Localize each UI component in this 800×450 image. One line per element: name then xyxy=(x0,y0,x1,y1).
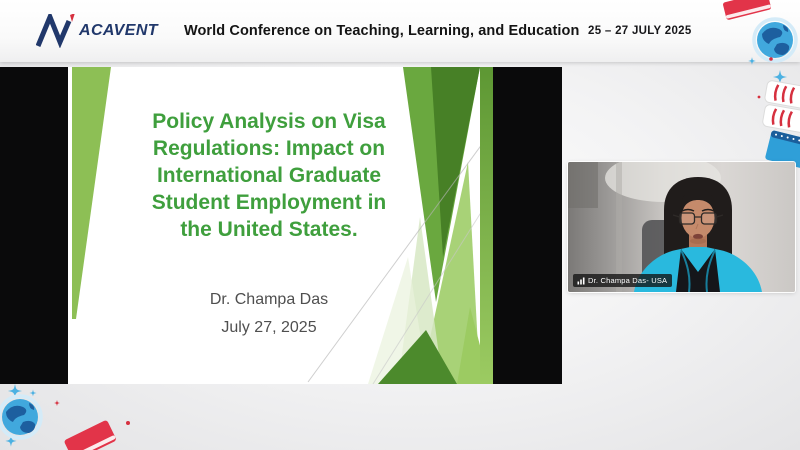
striped-books-icon xyxy=(760,80,800,134)
slide-date: July 27, 2025 xyxy=(221,319,317,336)
slide-left-wedge xyxy=(72,67,111,319)
speaker-video-frame xyxy=(568,162,795,292)
webcam-video-tile[interactable] xyxy=(568,162,795,292)
conference-title: World Conference on Teaching, Learning, and Education xyxy=(183,23,580,39)
slide-title xyxy=(113,108,425,243)
screen-share-region xyxy=(0,67,562,384)
slide-subtitle xyxy=(113,286,425,342)
participant-name-label: Dr. Champa Das- USA xyxy=(588,276,668,285)
audio-level-icon xyxy=(577,277,585,285)
red-book-icon xyxy=(723,0,772,20)
conference-banner xyxy=(0,0,800,62)
slide-title-line: the United States. xyxy=(180,218,358,241)
slide-title-line: Student Employment in xyxy=(151,191,387,214)
slide-title-line: Regulations: Impact on xyxy=(152,137,386,160)
decoration-top-right xyxy=(710,0,800,172)
participant-name-badge xyxy=(573,274,672,287)
conference-dates: 25 – 27 JULY 2025 xyxy=(588,25,692,37)
decoration-bottom-left xyxy=(0,384,150,450)
red-sparkle-icon xyxy=(54,400,60,406)
slide-title-line: Policy Analysis on Visa xyxy=(152,110,386,133)
acavent-monogram-icon xyxy=(36,14,80,48)
globe-icon xyxy=(0,396,41,438)
presentation-slide xyxy=(68,67,493,384)
acavent-logo xyxy=(36,14,158,48)
slide-presenter: Dr. Champa Das xyxy=(209,291,329,308)
globe-icon xyxy=(754,19,796,61)
red-book-icon xyxy=(64,420,117,450)
brand-name: ACAVENT xyxy=(79,22,158,39)
slide-title-line: International Graduate xyxy=(156,164,382,187)
